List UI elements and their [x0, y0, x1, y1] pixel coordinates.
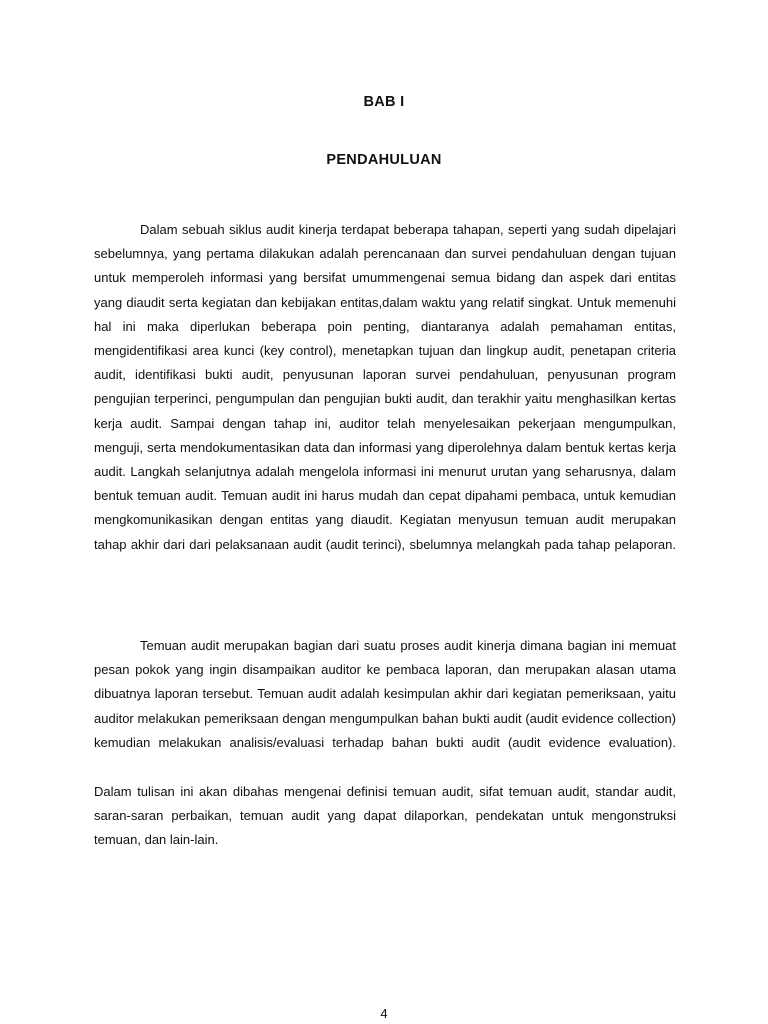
- page-number: 4: [380, 1006, 388, 1021]
- paragraph-scope: Dalam tulisan ini akan dibahas mengenai definisi temuan audit, sifat temuan audit, standar audit, saran-saran perbaikan, temuan audit yang dapat dilaporkan, pendekatan untuk mengonstruksi temuan, dan lain-lain.: [94, 784, 676, 848]
- paragraph-intro: Dalam sebuah siklus audit kinerja terdapat beberapa tahapan, seperti yang sudah dipelajari sebelumnya, yang pertama dilakukan adalah perencanaan dan survei pendahuluan dengan tujuan untuk memperoleh informasi yang bersifat umummengenai semua bidang dan aspek dari entitas yang diaudit serta kegiatan dan kebijakan entitas,dalam waktu yang relatif singkat. Untuk memenuhi hal ini maka diperlukan beberapa poin penting, diantaranya adalah pemahaman entitas, mengidentifikasi area kunci (key control), menetapkan tujuan dan lingkup audit, penetapan criteria audit, identifikasi bukti audit, penyusunan laporan survei pendahuluan, penyusunan program pengujian terperinci, pengumpulan dan pengujian bukti audit, dan terakhir yaitu menghasilkan kertas kerja audit. Sampai dengan tahap ini, auditor telah menyelesaikan pekerjaan mengumpulkan, menguji, serta mendokumentasikan data dan informasi yang diperolehnya dalam bentuk kertas kerja audit. Langkah selanjutnya adalah mengelola informasi ini menurut urutan yang seharusnya, dalam bentuk temuan audit. Temuan audit ini harus mudah dan cepat dipahami pembaca, untuk kemudian mengkomunikasikan dengan entitas yang diaudit. Kegiatan menyusun temuan audit merupakan tahap akhir dari dari pelaksanaan audit (audit terinci), sbelumnya melangkah pada tahap pelaporan.: [94, 222, 676, 552]
- chapter-label: BAB I: [363, 94, 405, 110]
- paragraph-audit-findings: Temuan audit merupakan bagian dari suatu proses audit kinerja dimana bagian ini memuat pesan pokok yang ingin disampaikan auditor ke pembaca laporan, dan merupakan alasan utama dibuatnya laporan tersebut. Temuan audit adalah kesimpulan akhir dari kegiatan pemeriksaan, yaitu auditor melakukan pemeriksaan dengan mengumpulkan bahan bukti audit (audit evidence collection) kemudian melakukan analisis/evaluasi terhadap bahan bukti audit (audit evidence evaluation).: [94, 638, 676, 750]
- chapter-title: PENDAHULUAN: [326, 152, 442, 168]
